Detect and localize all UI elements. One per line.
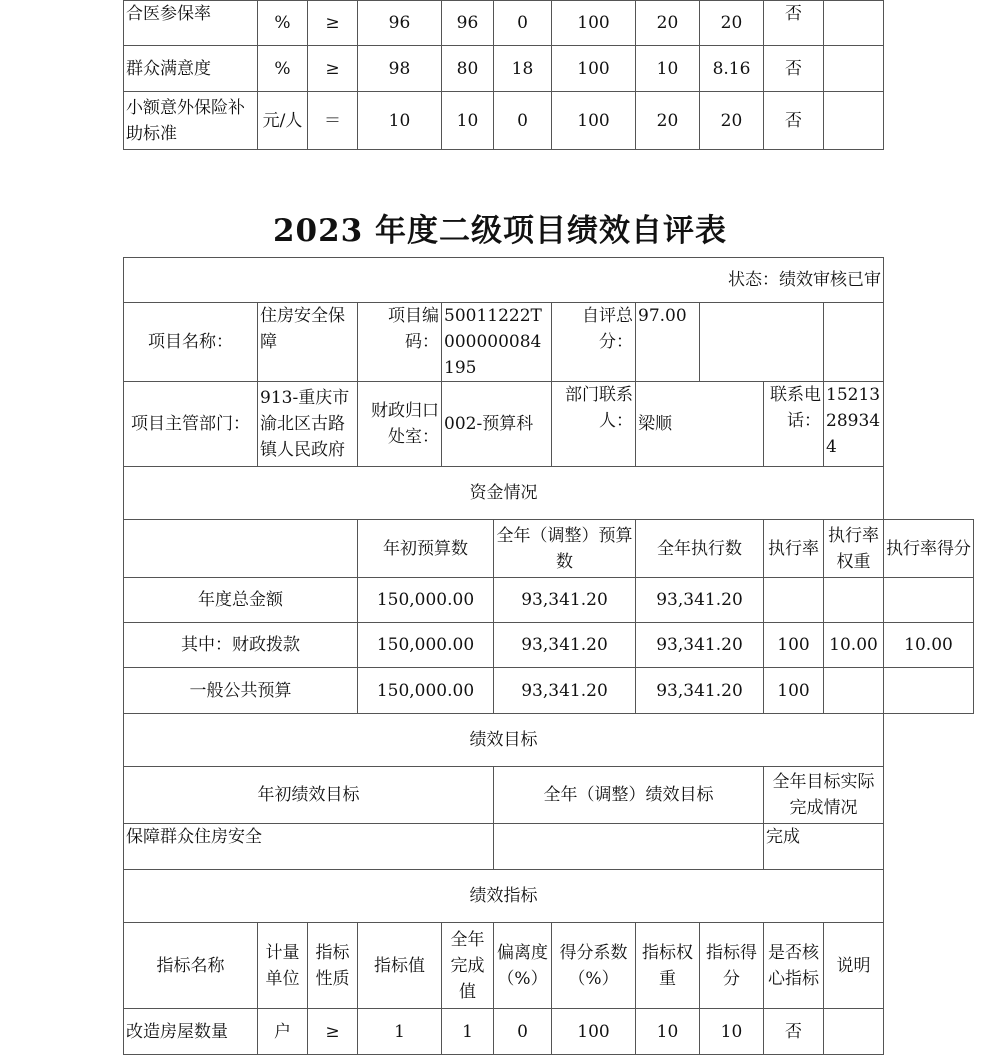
score-coef: 100 bbox=[552, 1, 636, 46]
budget: 150,000.00 bbox=[358, 623, 494, 668]
nature: ≥ bbox=[308, 1009, 358, 1055]
col-header: 是否核心指标 bbox=[764, 923, 824, 1009]
core-flag: 否 bbox=[764, 46, 824, 92]
actual-value: 96 bbox=[442, 1, 494, 46]
weight: 20 bbox=[636, 92, 700, 150]
target-value: 96 bbox=[358, 1, 442, 46]
score-coef: 100 bbox=[552, 92, 636, 150]
rate-score bbox=[884, 668, 974, 714]
table-row bbox=[124, 668, 974, 714]
section-row bbox=[124, 714, 974, 767]
funds-label: 年度总金额 bbox=[124, 578, 358, 623]
actual-value: 10 bbox=[442, 92, 494, 150]
self-score: 97.00 bbox=[636, 303, 700, 382]
core-flag: 否 bbox=[764, 1, 824, 46]
executed: 93,341.20 bbox=[636, 578, 764, 623]
nature: ＝ bbox=[308, 92, 358, 150]
dept: 913-重庆市渝北区古路镇人民政府 bbox=[258, 382, 358, 467]
col-header: 全年（调整）预算数 bbox=[494, 520, 636, 578]
project-name-label: 项目名称： bbox=[124, 303, 258, 382]
col-header: 得分系数（%） bbox=[552, 923, 636, 1009]
note bbox=[824, 92, 884, 150]
status-row bbox=[124, 258, 974, 303]
col-header: 年初预算数 bbox=[358, 520, 494, 578]
goals-row bbox=[124, 824, 974, 870]
col-header: 指标权重 bbox=[636, 923, 700, 1009]
rate-score bbox=[884, 578, 974, 623]
info-row bbox=[124, 382, 974, 467]
adjusted: 93,341.20 bbox=[494, 668, 636, 714]
rate-weight bbox=[824, 668, 884, 714]
table-row bbox=[124, 46, 884, 92]
indicators-header-row bbox=[124, 923, 974, 1009]
target-value: 98 bbox=[358, 46, 442, 92]
deviation: 0 bbox=[494, 1, 552, 46]
actual-value: 80 bbox=[442, 46, 494, 92]
goal-initial-header: 年初绩效目标 bbox=[124, 767, 494, 824]
deviation: 18 bbox=[494, 46, 552, 92]
project-name: 住房安全保障 bbox=[258, 303, 358, 382]
col-header: 执行率得分 bbox=[884, 520, 974, 578]
rate: 100 bbox=[764, 623, 824, 668]
contact-label: 部门联系人： bbox=[552, 382, 636, 467]
score: 8.16 bbox=[700, 46, 764, 92]
unit: % bbox=[258, 1, 308, 46]
phone: 15213289344 bbox=[824, 382, 884, 467]
self-score-label: 自评总分： bbox=[552, 303, 636, 382]
col-header: 说明 bbox=[824, 923, 884, 1009]
col-header: 全年执行数 bbox=[636, 520, 764, 578]
executed: 93,341.20 bbox=[636, 623, 764, 668]
indicator-name: 小额意外保险补助标准 bbox=[124, 92, 258, 150]
score-coef: 100 bbox=[552, 1009, 636, 1055]
rate: 100 bbox=[764, 668, 824, 714]
note bbox=[824, 46, 884, 92]
nature: ≥ bbox=[308, 46, 358, 92]
funds-label: 一般公共预算 bbox=[124, 668, 358, 714]
dept-label: 项目主管部门： bbox=[124, 382, 258, 467]
nature: ≥ bbox=[308, 1, 358, 46]
phone-label: 联系电话： bbox=[764, 382, 824, 467]
col-header: 指标性质 bbox=[308, 923, 358, 1009]
col-header: 指标名称 bbox=[124, 923, 258, 1009]
target-value: 1 bbox=[358, 1009, 442, 1055]
rate-weight bbox=[824, 578, 884, 623]
weight: 10 bbox=[636, 46, 700, 92]
indicator-name: 群众满意度 bbox=[124, 46, 258, 92]
indicator-name: 合医参保率 bbox=[124, 1, 258, 46]
col-header: 全年完成值 bbox=[442, 923, 494, 1009]
funds-header-row bbox=[124, 520, 974, 578]
note bbox=[824, 1, 884, 46]
indicators-section-title: 绩效指标 bbox=[124, 870, 884, 923]
rate bbox=[764, 578, 824, 623]
actual-value: 1 bbox=[442, 1009, 494, 1055]
col-header: 指标得分 bbox=[700, 923, 764, 1009]
finance-label: 财政归口处室： bbox=[358, 382, 442, 467]
table-row bbox=[124, 623, 974, 668]
core-flag: 否 bbox=[764, 1009, 824, 1055]
score-coef: 100 bbox=[552, 46, 636, 92]
unit: % bbox=[258, 46, 308, 92]
col-header: 执行率权重 bbox=[824, 520, 884, 578]
table-row bbox=[124, 1, 884, 46]
adjusted: 93,341.20 bbox=[494, 578, 636, 623]
project-code: 50011222T000000084195 bbox=[442, 303, 552, 382]
col-header: 指标值 bbox=[358, 923, 442, 1009]
indicator-name: 改造房屋数量 bbox=[124, 1009, 258, 1055]
goal-actual-header: 全年目标实际完成情况 bbox=[764, 767, 884, 824]
section-row bbox=[124, 870, 974, 923]
page-title: 2023 年度二级项目绩效自评表 bbox=[272, 213, 728, 249]
score: 10 bbox=[700, 1009, 764, 1055]
unit: 元/人 bbox=[258, 92, 308, 150]
goals-section-title: 绩效目标 bbox=[124, 714, 884, 767]
goal-actual: 完成 bbox=[764, 824, 884, 870]
table-row bbox=[124, 92, 884, 150]
score: 20 bbox=[700, 92, 764, 150]
goal-adjusted-header: 全年（调整）绩效目标 bbox=[494, 767, 764, 824]
table-row bbox=[124, 578, 974, 623]
deviation: 0 bbox=[494, 1009, 552, 1055]
unit: 户 bbox=[258, 1009, 308, 1055]
budget: 150,000.00 bbox=[358, 578, 494, 623]
funds-label: 其中：财政拨款 bbox=[124, 623, 358, 668]
info-row bbox=[124, 303, 974, 382]
weight: 20 bbox=[636, 1, 700, 46]
finance-office: 002-预算科 bbox=[442, 382, 552, 467]
rate-weight: 10.00 bbox=[824, 623, 884, 668]
goal-adjusted bbox=[494, 824, 764, 870]
executed: 93,341.20 bbox=[636, 668, 764, 714]
note bbox=[824, 1009, 884, 1055]
previous-indicator-table bbox=[123, 0, 884, 150]
rate-score: 10.00 bbox=[884, 623, 974, 668]
target-value: 10 bbox=[358, 92, 442, 150]
goal-initial: 保障群众住房安全 bbox=[124, 824, 494, 870]
status-text: 状态：绩效审核已审 bbox=[124, 258, 884, 303]
weight: 10 bbox=[636, 1009, 700, 1055]
funds-section-title: 资金情况 bbox=[124, 467, 884, 520]
col-header: 偏离度（%） bbox=[494, 923, 552, 1009]
table-row bbox=[124, 1009, 974, 1055]
adjusted: 93,341.20 bbox=[494, 623, 636, 668]
col-header: 执行率 bbox=[764, 520, 824, 578]
contact: 梁顺 bbox=[636, 382, 764, 467]
deviation: 0 bbox=[494, 92, 552, 150]
score: 20 bbox=[700, 1, 764, 46]
evaluation-table bbox=[123, 257, 974, 1055]
section-row bbox=[124, 467, 974, 520]
budget: 150,000.00 bbox=[358, 668, 494, 714]
project-code-label: 项目编码： bbox=[358, 303, 442, 382]
core-flag: 否 bbox=[764, 92, 824, 150]
col-header: 计量单位 bbox=[258, 923, 308, 1009]
goals-header-row bbox=[124, 767, 974, 824]
